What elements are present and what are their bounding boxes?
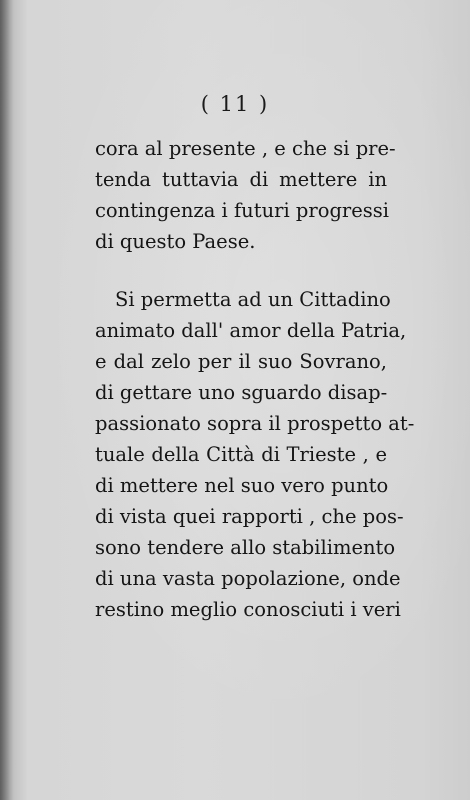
text-line: di una vasta popolazione, onde [95, 567, 401, 590]
page-number: ( 11 ) [200, 92, 270, 116]
text-line: contingenza i futuri progressi [95, 199, 390, 222]
text-line: cora al presente , e che si pre- [95, 137, 396, 160]
text-line: Si permetta ad un Cittadino [115, 288, 391, 311]
text-line: di questo Paese. [95, 230, 256, 253]
text-line: di mettere nel suo vero punto [95, 474, 389, 497]
text-line: restino meglio conosciuti i veri [95, 598, 401, 621]
text-line: di vista quei rapporti , che pos- [95, 505, 404, 528]
text-line: animato dall' amor della Patria, [95, 319, 407, 342]
text-line: e dal zelo per il suo Sovrano, [95, 350, 387, 373]
binding-shadow [0, 0, 14, 800]
paragraph-1 [95, 133, 396, 257]
text-line: passionato sopra il prospetto at- [95, 412, 415, 435]
text-line: sono tendere allo stabilimento [95, 536, 396, 559]
paragraph-2 [95, 284, 415, 625]
text-line: tenda tuttavia di mettere in [95, 168, 387, 191]
text-line: tuale della Città di Trieste , e [95, 443, 387, 466]
text-line: di gettare uno sguardo disap- [95, 381, 388, 404]
